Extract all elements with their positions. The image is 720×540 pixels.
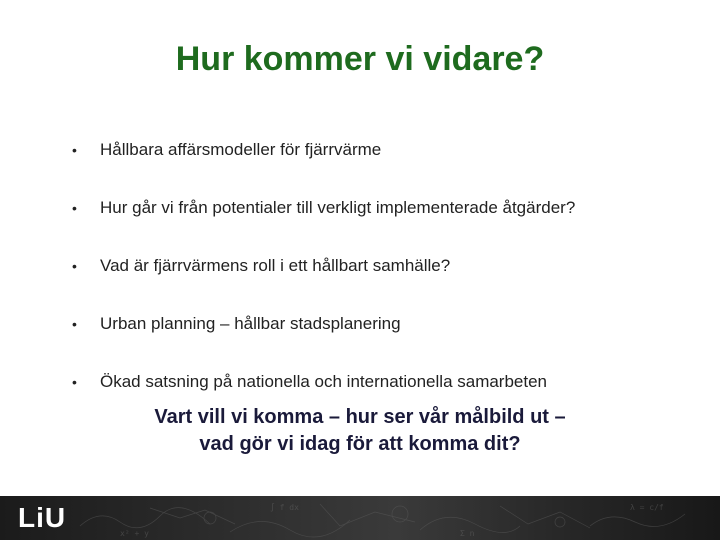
bullet-text: Hur går vi från potentialer till verkligt implementerade åtgärder? bbox=[100, 198, 576, 217]
bullet-item bbox=[72, 312, 692, 370]
bullet-text: Hållbara affärsmodeller för fjärrvärme bbox=[100, 140, 382, 159]
footer-bar bbox=[0, 496, 720, 540]
svg-text:λ = c/f: λ = c/f bbox=[630, 503, 664, 512]
bullet-text: Urban planning – hållbar stadsplanering bbox=[100, 314, 401, 333]
bullet-icon: • bbox=[72, 316, 77, 332]
slide-title: Hur kommer vi vidare? bbox=[175, 40, 545, 78]
bullet-icon: • bbox=[72, 258, 77, 274]
conclusion-text bbox=[0, 404, 720, 458]
svg-text:∫ f dx: ∫ f dx bbox=[270, 503, 299, 512]
liu-logo: LiU bbox=[18, 502, 67, 533]
bullet-icon: • bbox=[72, 142, 77, 158]
bullet-list bbox=[72, 138, 692, 428]
bullet-text: Ökad satsning på nationella och internationella samarbeten bbox=[100, 372, 548, 391]
bullet-item bbox=[72, 196, 692, 254]
conclusion-line-1: Vart vill vi komma – hur ser vår målbild ut – bbox=[154, 406, 566, 428]
svg-text:Σ n: Σ n bbox=[460, 529, 475, 538]
bullet-icon: • bbox=[72, 374, 77, 390]
bullet-item bbox=[72, 254, 692, 312]
bullet-icon: • bbox=[72, 200, 77, 216]
conclusion-line-2: vad gör vi idag för att komma dit? bbox=[199, 433, 521, 455]
footer-texture bbox=[0, 496, 720, 540]
svg-text:x² + y: x² + y bbox=[120, 529, 149, 538]
bullet-item bbox=[72, 138, 692, 196]
bullet-text: Vad är fjärrvärmens roll i ett hållbart samhälle? bbox=[100, 256, 451, 275]
